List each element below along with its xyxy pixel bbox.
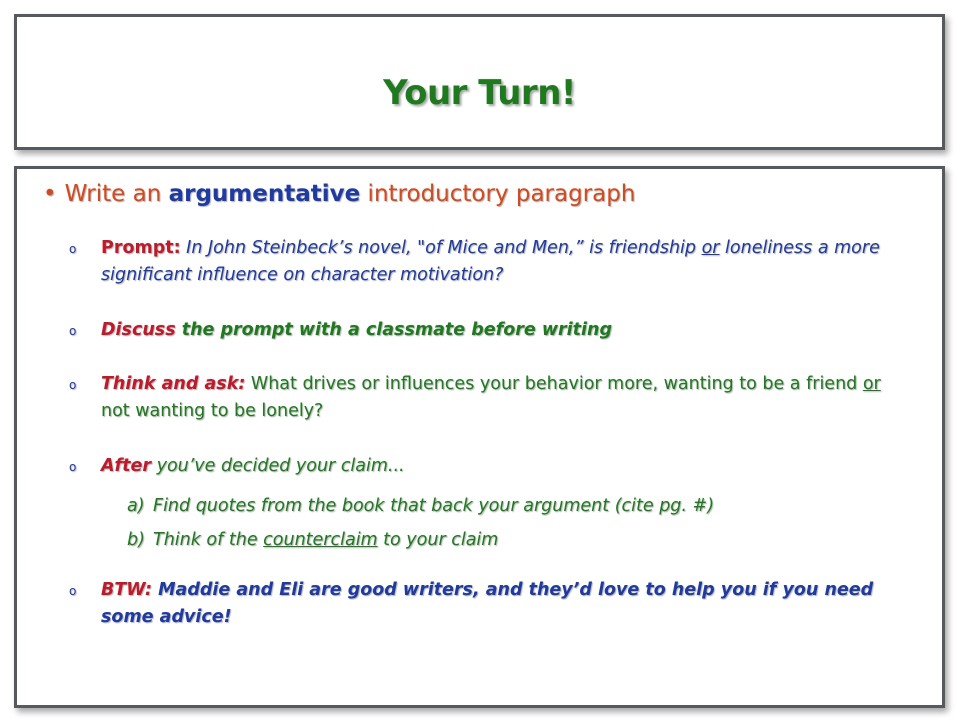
btw-item <box>69 577 909 631</box>
prompt-item <box>69 235 909 289</box>
subitem-text-post: to your claim <box>377 530 499 550</box>
think-body-a: What drives or influences your behavior more, wanting to be a friend <box>245 374 863 394</box>
subitem-counterclaim: counterclaim <box>263 530 378 550</box>
main-bullet-pre: Write an <box>64 181 169 207</box>
after-subitem-a <box>127 493 714 520</box>
prompt-or: or <box>701 238 720 258</box>
sub-bullet-marker: o <box>69 584 77 598</box>
slide-title: Your Turn! <box>383 73 576 113</box>
think-or: or <box>862 374 881 394</box>
after-text <box>101 453 909 480</box>
bullet-marker: • <box>43 181 57 207</box>
subitem-text-pre: Think of the <box>153 530 264 550</box>
prompt-text <box>101 235 909 289</box>
sub-bullet-marker: o <box>69 242 77 256</box>
think-text <box>101 371 909 425</box>
main-bullet-post: introductory paragraph <box>360 181 636 207</box>
btw-body: Maddie and Eli are good writers, and they’d love to help you if you need some advice! <box>101 580 874 627</box>
sub-bullet-marker: o <box>69 324 77 338</box>
content-box <box>14 166 945 708</box>
think-label: Think and ask: <box>101 374 246 394</box>
prompt-body-b: loneliness a more significant influence on character motivation? <box>101 238 880 285</box>
sub-bullet-marker: o <box>69 460 77 474</box>
title-box <box>14 14 945 150</box>
think-body-b: not wanting to be lonely? <box>101 401 324 421</box>
btw-label: BTW: <box>101 580 153 600</box>
after-subitem-b <box>127 527 498 554</box>
subitem-text: Find quotes from the book that back your argument (cite pg. #) <box>153 496 715 516</box>
main-bullet-keyword: argumentative <box>168 181 361 207</box>
prompt-body-a: In John Steinbeck’s novel, "of Mice and Men,” is friendship <box>180 238 702 258</box>
discuss-item <box>69 317 909 344</box>
subitem-marker: a) <box>127 496 145 516</box>
sub-bullet-marker: o <box>69 378 77 392</box>
after-label: After <box>101 456 152 476</box>
after-body: you’ve decided your claim... <box>151 456 405 476</box>
discuss-label: Discuss <box>101 320 176 340</box>
main-bullet <box>43 181 635 207</box>
prompt-label: Prompt: <box>101 238 181 258</box>
subitem-marker: b) <box>127 530 145 550</box>
discuss-text <box>101 317 909 344</box>
discuss-body: the prompt with a classmate before writing <box>175 320 613 340</box>
after-item <box>69 453 909 480</box>
think-item <box>69 371 909 425</box>
btw-text <box>101 577 909 631</box>
